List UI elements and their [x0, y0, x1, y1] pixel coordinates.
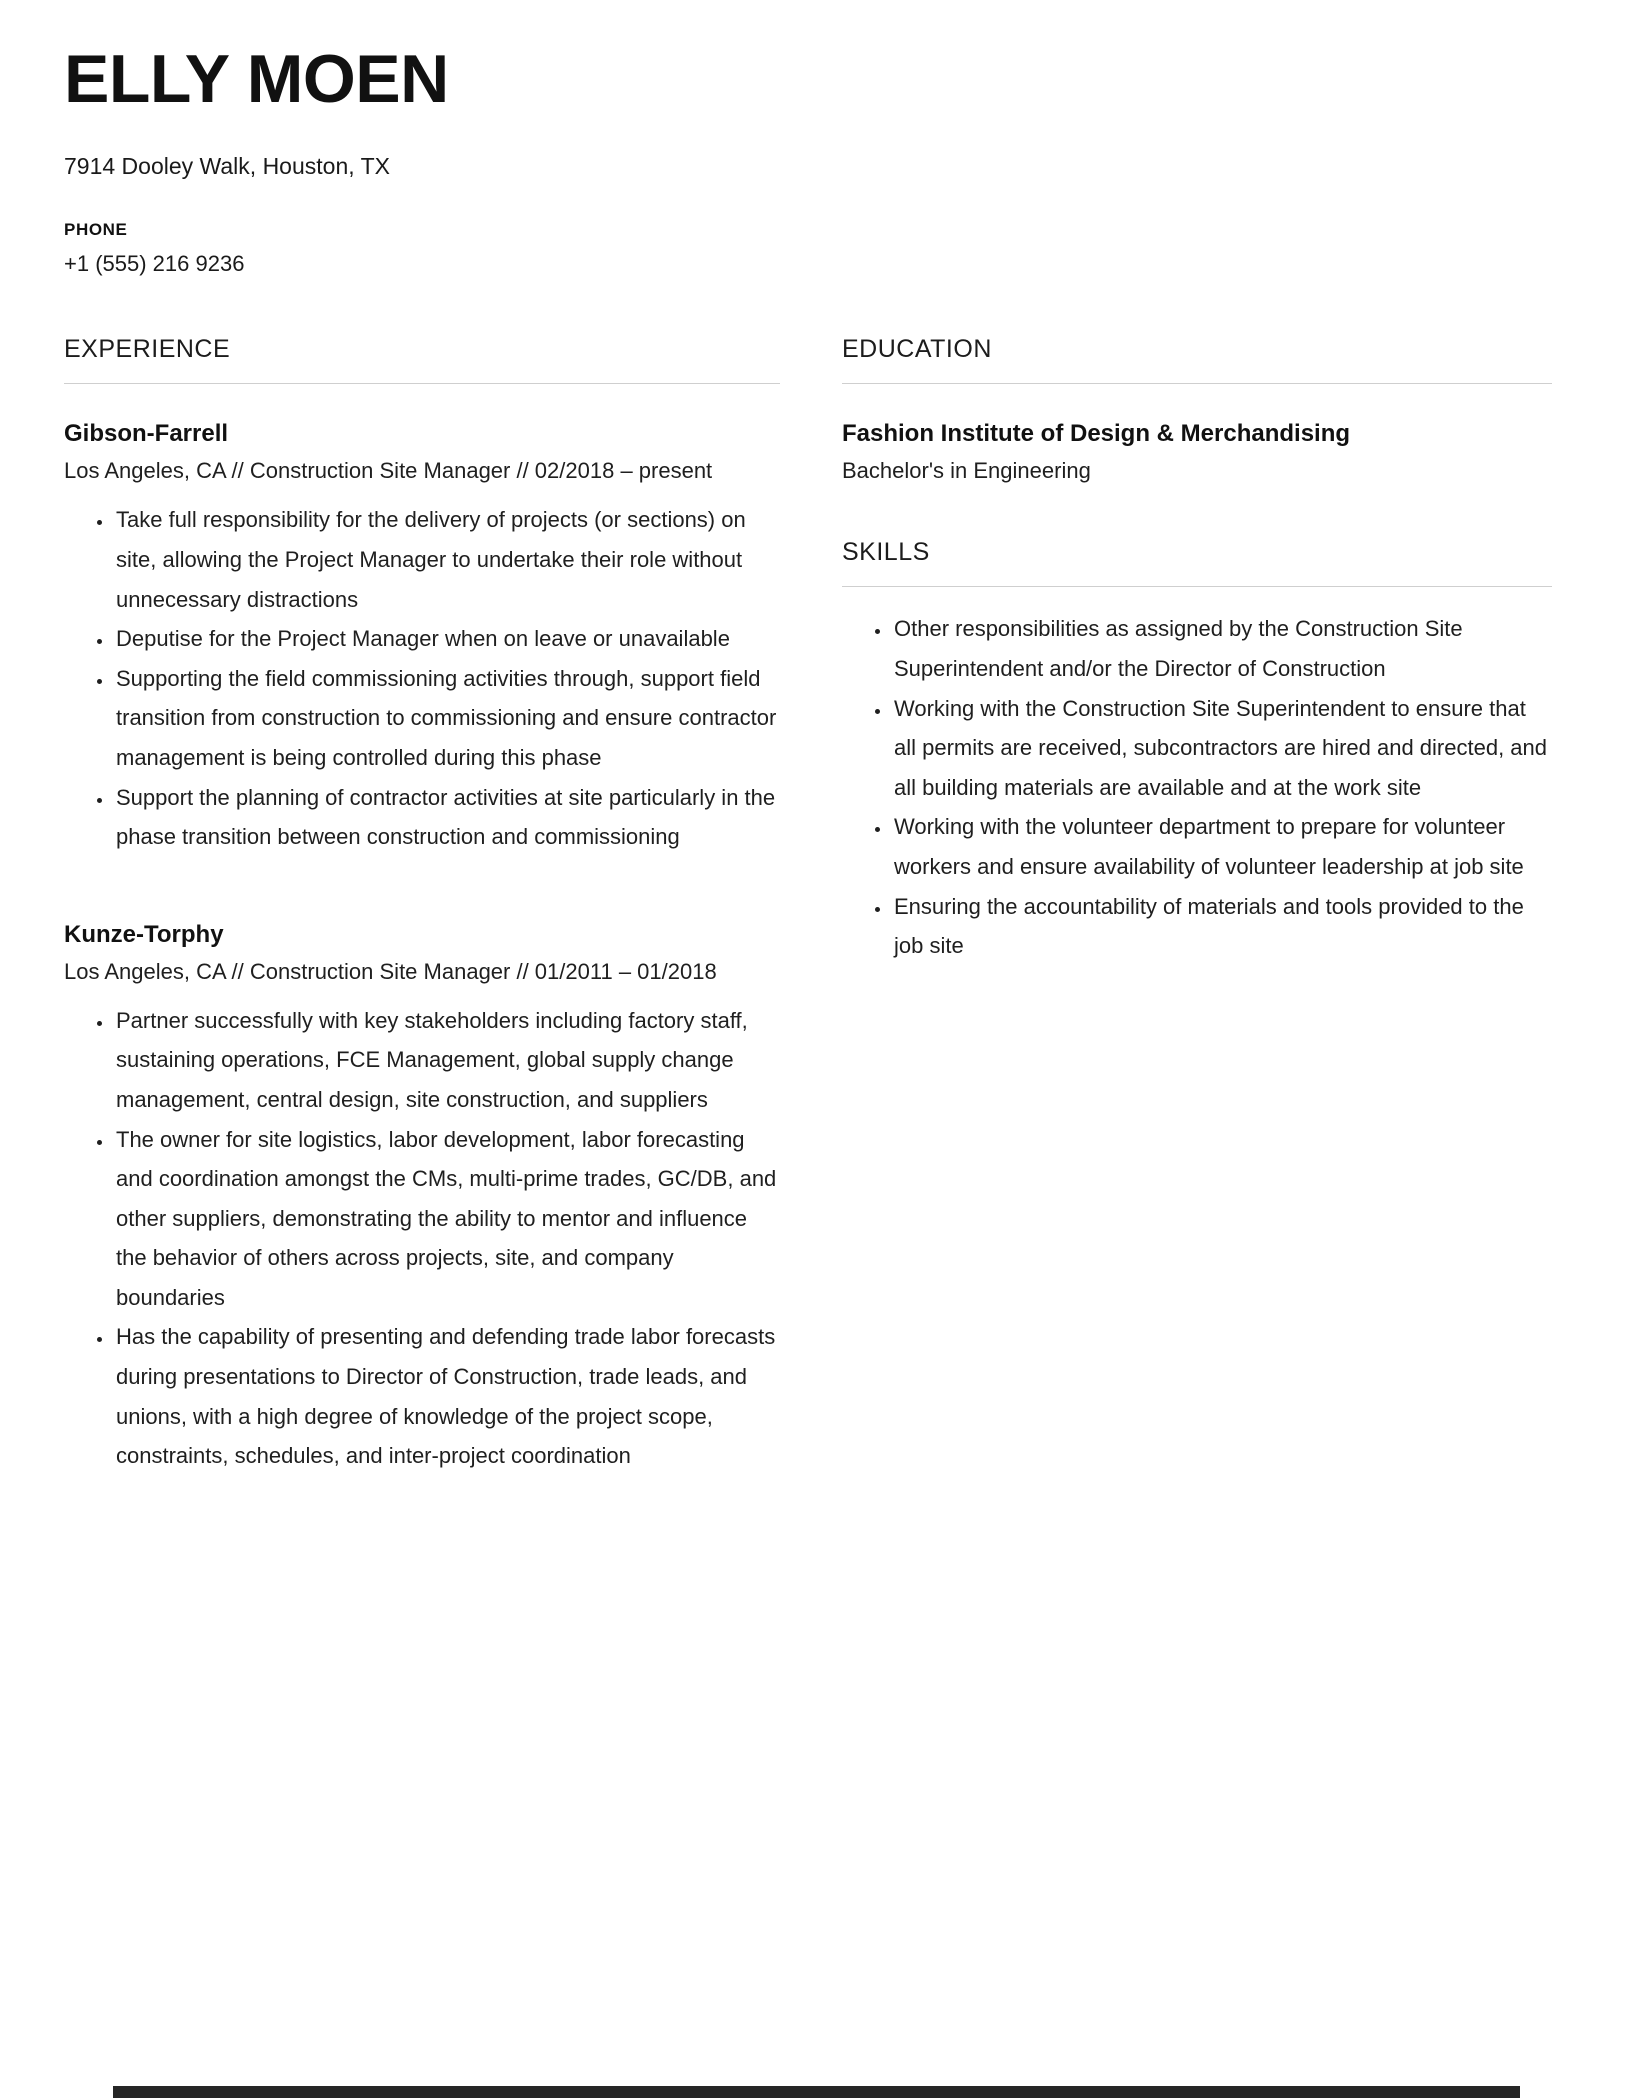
resume-columns [64, 335, 1552, 1475]
job-entry-kunze-torphy [64, 921, 780, 1476]
phone-number: +1 (555) 216 9236 [64, 251, 245, 277]
job-meta: Los Angeles, CA // Construction Site Manager // 01/2011 – 01/2018 [64, 958, 717, 984]
job-bullet: • Partner successfully with key stakeholders including factory staff, sustaining operations, FCE Management, global supply change management, central design, site construction, and suppliers [114, 1001, 780, 1120]
job-bullet: • Support the planning of contractor activities at site particularly in the phase transition between construction and commissioning [114, 778, 780, 857]
skills-heading: SKILLS [842, 538, 930, 567]
candidate-name: ELLY MOEN [64, 41, 449, 117]
skill-bullet: • Ensuring the accountability of materials and tools provided to the job site [892, 887, 1552, 966]
resume-header [64, 41, 1552, 277]
education-section [842, 335, 1552, 484]
job-bullet-list [64, 500, 780, 856]
job-bullet: • Deputise for the Project Manager when on leave or unavailable [114, 619, 780, 659]
phone-label: PHONE [64, 220, 128, 240]
education-entry [842, 420, 1552, 484]
job-bullet: • Has the capability of presenting and defending trade labor forecasts during presentations to Director of Construction, trade leads, and unions, with a high degree of knowledge of the project scope, constraints, schedules, and inter-project coordination [114, 1317, 780, 1475]
experience-section [64, 335, 780, 1475]
company-name: Gibson-Farrell [64, 420, 229, 448]
right-column [842, 335, 1552, 965]
footer-bar [113, 2086, 1520, 2098]
job-bullet: • Take full responsibility for the delivery of projects (or sections) on site, allowing the Project Manager to undertake their role without unnecessary distractions [114, 500, 780, 619]
skills-bullet-list [842, 609, 1552, 965]
job-meta: Los Angeles, CA // Construction Site Manager // 02/2018 – present [64, 458, 713, 484]
job-bullet: • The owner for site logistics, labor development, labor forecasting and coordination amongst the CMs, multi-prime trades, GC/DB, and other suppliers, demonstrating the ability to mentor and influence the behavior of others across projects, site, and company boundaries [114, 1120, 780, 1318]
skill-bullet: • Working with the Construction Site Superintendent to ensure that all permits are received, subcontractors are hired and directed, and all building materials are available and at the work site [892, 689, 1552, 808]
education-divider [842, 383, 1552, 384]
school-name: Fashion Institute of Design & Merchandising [842, 420, 1351, 448]
skills-section [842, 538, 1552, 965]
skill-bullet: • Working with the volunteer department to prepare for volunteer workers and ensure availability of volunteer leadership at job site [892, 807, 1552, 886]
experience-divider [64, 383, 780, 384]
skills-divider [842, 586, 1552, 587]
job-entry-gibson-farrell [64, 420, 780, 856]
experience-heading: EXPERIENCE [64, 335, 231, 364]
job-bullet-list [64, 1001, 780, 1476]
job-bullet: • Supporting the field commissioning activities through, support field transition from construction to commissioning and ensure contractor management is being controlled during this phase [114, 659, 780, 778]
education-heading: EDUCATION [842, 335, 992, 364]
skill-bullet: • Other responsibilities as assigned by the Construction Site Superintendent and/or the Director of Construction [892, 609, 1552, 688]
candidate-address: 7914 Dooley Walk, Houston, TX [64, 153, 390, 180]
degree: Bachelor's in Engineering [842, 458, 1091, 484]
company-name: Kunze-Torphy [64, 920, 224, 948]
